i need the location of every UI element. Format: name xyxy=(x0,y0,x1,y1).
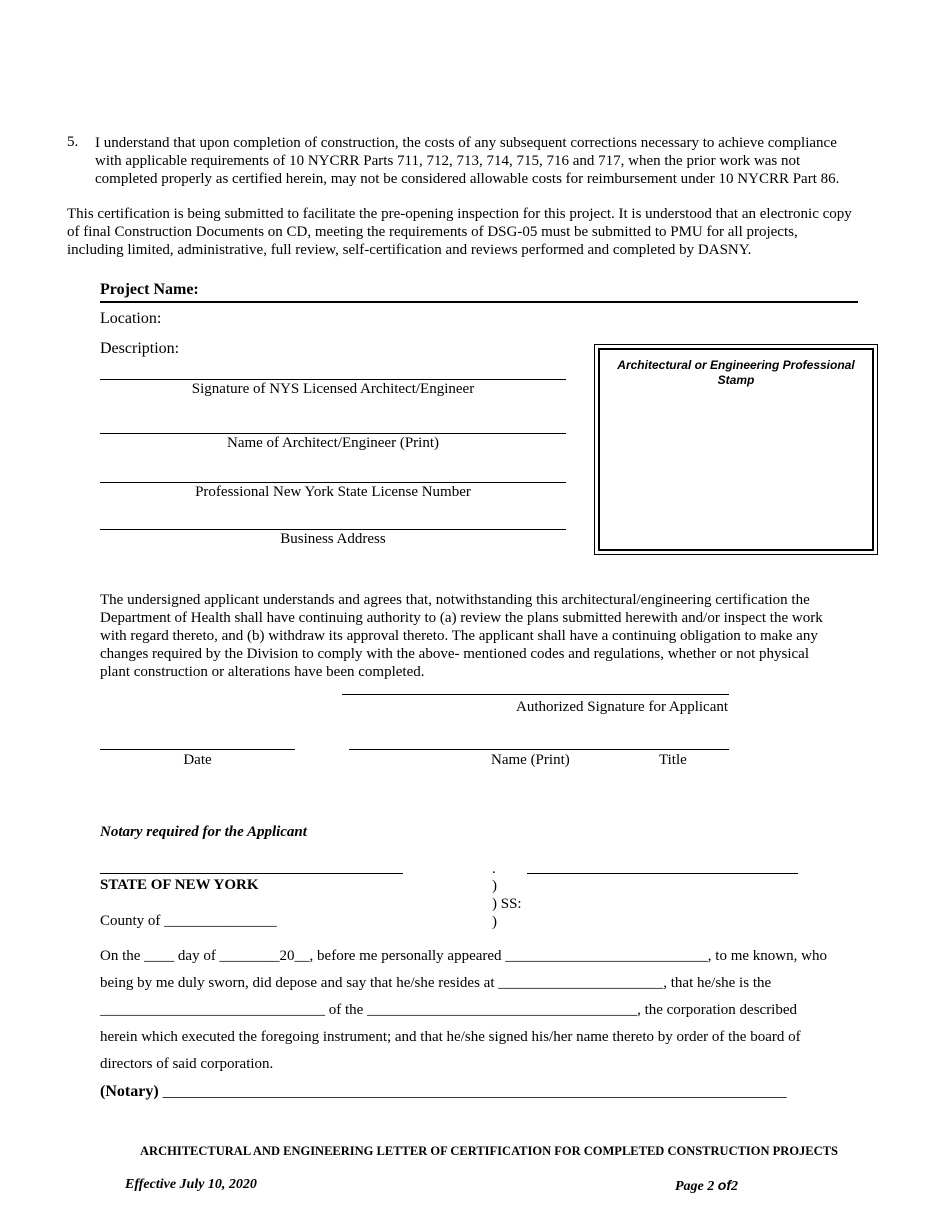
architect-name-label: Name of Architect/Engineer (Print) xyxy=(226,435,439,451)
applicant-line: plant construction or alterations have been completed. xyxy=(100,664,425,680)
item5-line: completed properly as certified herein, may not be considered allowable costs for reimbursement under 10 NYCRR Part 86. xyxy=(95,171,840,187)
applicant-line: with regard thereto, and (b) withdraw its approval thereto. The applicant shall have a continuing obligation to make any xyxy=(100,628,818,644)
item5-line: with applicable requirements of 10 NYCRR Parts 711, 712, 713, 714, 715, 716 and 717, when the prior work was not xyxy=(95,153,801,169)
notary-signature-line[interactable]: ______________________________________________________________________________ xyxy=(162,1083,787,1100)
page-of: of xyxy=(717,1177,731,1193)
auth-signature-label: Authorized Signature for Applicant xyxy=(516,699,729,715)
name-title-line[interactable] xyxy=(349,749,729,750)
architect-name-line[interactable] xyxy=(100,433,566,434)
notary-left-line[interactable] xyxy=(100,873,403,874)
auth-signature-line[interactable] xyxy=(342,694,729,695)
notary-label: (Notary) xyxy=(100,1083,163,1100)
certification-paragraph xyxy=(67,205,852,259)
notary-text-line: ______________________________ of the ____________________________________, the corporation described xyxy=(100,1002,798,1018)
notary-text-line: directors of said corporation. xyxy=(100,1056,274,1072)
state-label: STATE OF NEW YORK xyxy=(100,877,259,893)
notary-text-line: On the ____ day of ________20__, before me personally appeared ___________________________, to me known, who xyxy=(100,948,827,964)
item5-paragraph xyxy=(95,134,839,188)
notary-required-label: Notary required for the Applicant xyxy=(100,824,307,840)
notary-text-line: being by me duly sworn, did depose and say that he/she resides at ______________________, that he/she is the xyxy=(100,975,772,991)
applicant-line: Department of Health shall have continuing authority to (a) review the plans submitted herewith and/or inspect the work xyxy=(100,610,823,626)
certification-line: This certification is being submitted to facilitate the pre-opening inspection for this project. It is understood that an electronic copy xyxy=(67,206,852,222)
certification-line: of final Construction Documents on CD, meeting the requirements of DSG-05 must be submitted to PMU for all projects, xyxy=(67,224,798,240)
applicant-line: The undersigned applicant understands and agrees that, notwithstanding this architectural/engineering certification the xyxy=(100,592,810,608)
page-total: 2 xyxy=(730,1179,738,1194)
project-name-line[interactable] xyxy=(100,301,858,303)
date-label: Date xyxy=(183,752,212,768)
ss-paren-1: ) xyxy=(492,878,497,894)
license-number-line[interactable] xyxy=(100,482,566,483)
stamp-label: Architectural or Engineering Professional Stamp xyxy=(617,358,855,387)
effective-date: Effective July 10, 2020 xyxy=(125,1177,257,1192)
page-prefix: Page 2 xyxy=(675,1179,718,1194)
footer-title: ARCHITECTURAL AND ENGINEERING LETTER OF CERTIFICATION FOR COMPLETED CONSTRUCTION PROJECTS xyxy=(140,1144,838,1158)
business-address-line[interactable] xyxy=(100,529,566,530)
business-address-label: Business Address xyxy=(280,531,386,547)
stamp-inner-border xyxy=(598,348,874,551)
county-field[interactable]: County of _______________ xyxy=(100,913,277,929)
ss-label: ) SS: xyxy=(492,896,522,912)
notary-signature-row xyxy=(100,1083,787,1101)
architect-signature-label: Signature of NYS Licensed Architect/Engineer xyxy=(191,381,475,397)
date-line[interactable] xyxy=(100,749,295,750)
title-label: Title xyxy=(659,752,687,768)
professional-stamp-box xyxy=(594,344,878,555)
description-label: Description: xyxy=(100,340,180,357)
license-number-label: Professional New York State License Number xyxy=(195,484,471,500)
name-print-label: Name (Print) xyxy=(491,752,570,768)
project-name-label: Project Name: xyxy=(100,281,199,298)
notary-dot: . xyxy=(492,861,496,877)
applicant-line: changes required by the Division to comply with the above- mentioned codes and regulations, whether or not physical xyxy=(100,646,809,662)
page-number xyxy=(675,1177,738,1195)
ss-paren-3: ) xyxy=(492,914,497,930)
item5-line: I understand that upon completion of construction, the costs of any subsequent corrections necessary to achieve compliance xyxy=(95,135,837,151)
item-number: 5. xyxy=(67,134,79,150)
applicant-paragraph xyxy=(100,591,823,681)
notary-text-line: herein which executed the foregoing instrument; and that he/she signed his/her name thereto by order of the board of xyxy=(100,1029,801,1045)
notary-right-line[interactable] xyxy=(527,873,798,874)
certification-line: including limited, administrative, full review, self-certification and reviews performed and completed by DASNY. xyxy=(67,242,752,258)
architect-signature-line[interactable] xyxy=(100,379,566,380)
location-label: Location: xyxy=(100,310,162,327)
